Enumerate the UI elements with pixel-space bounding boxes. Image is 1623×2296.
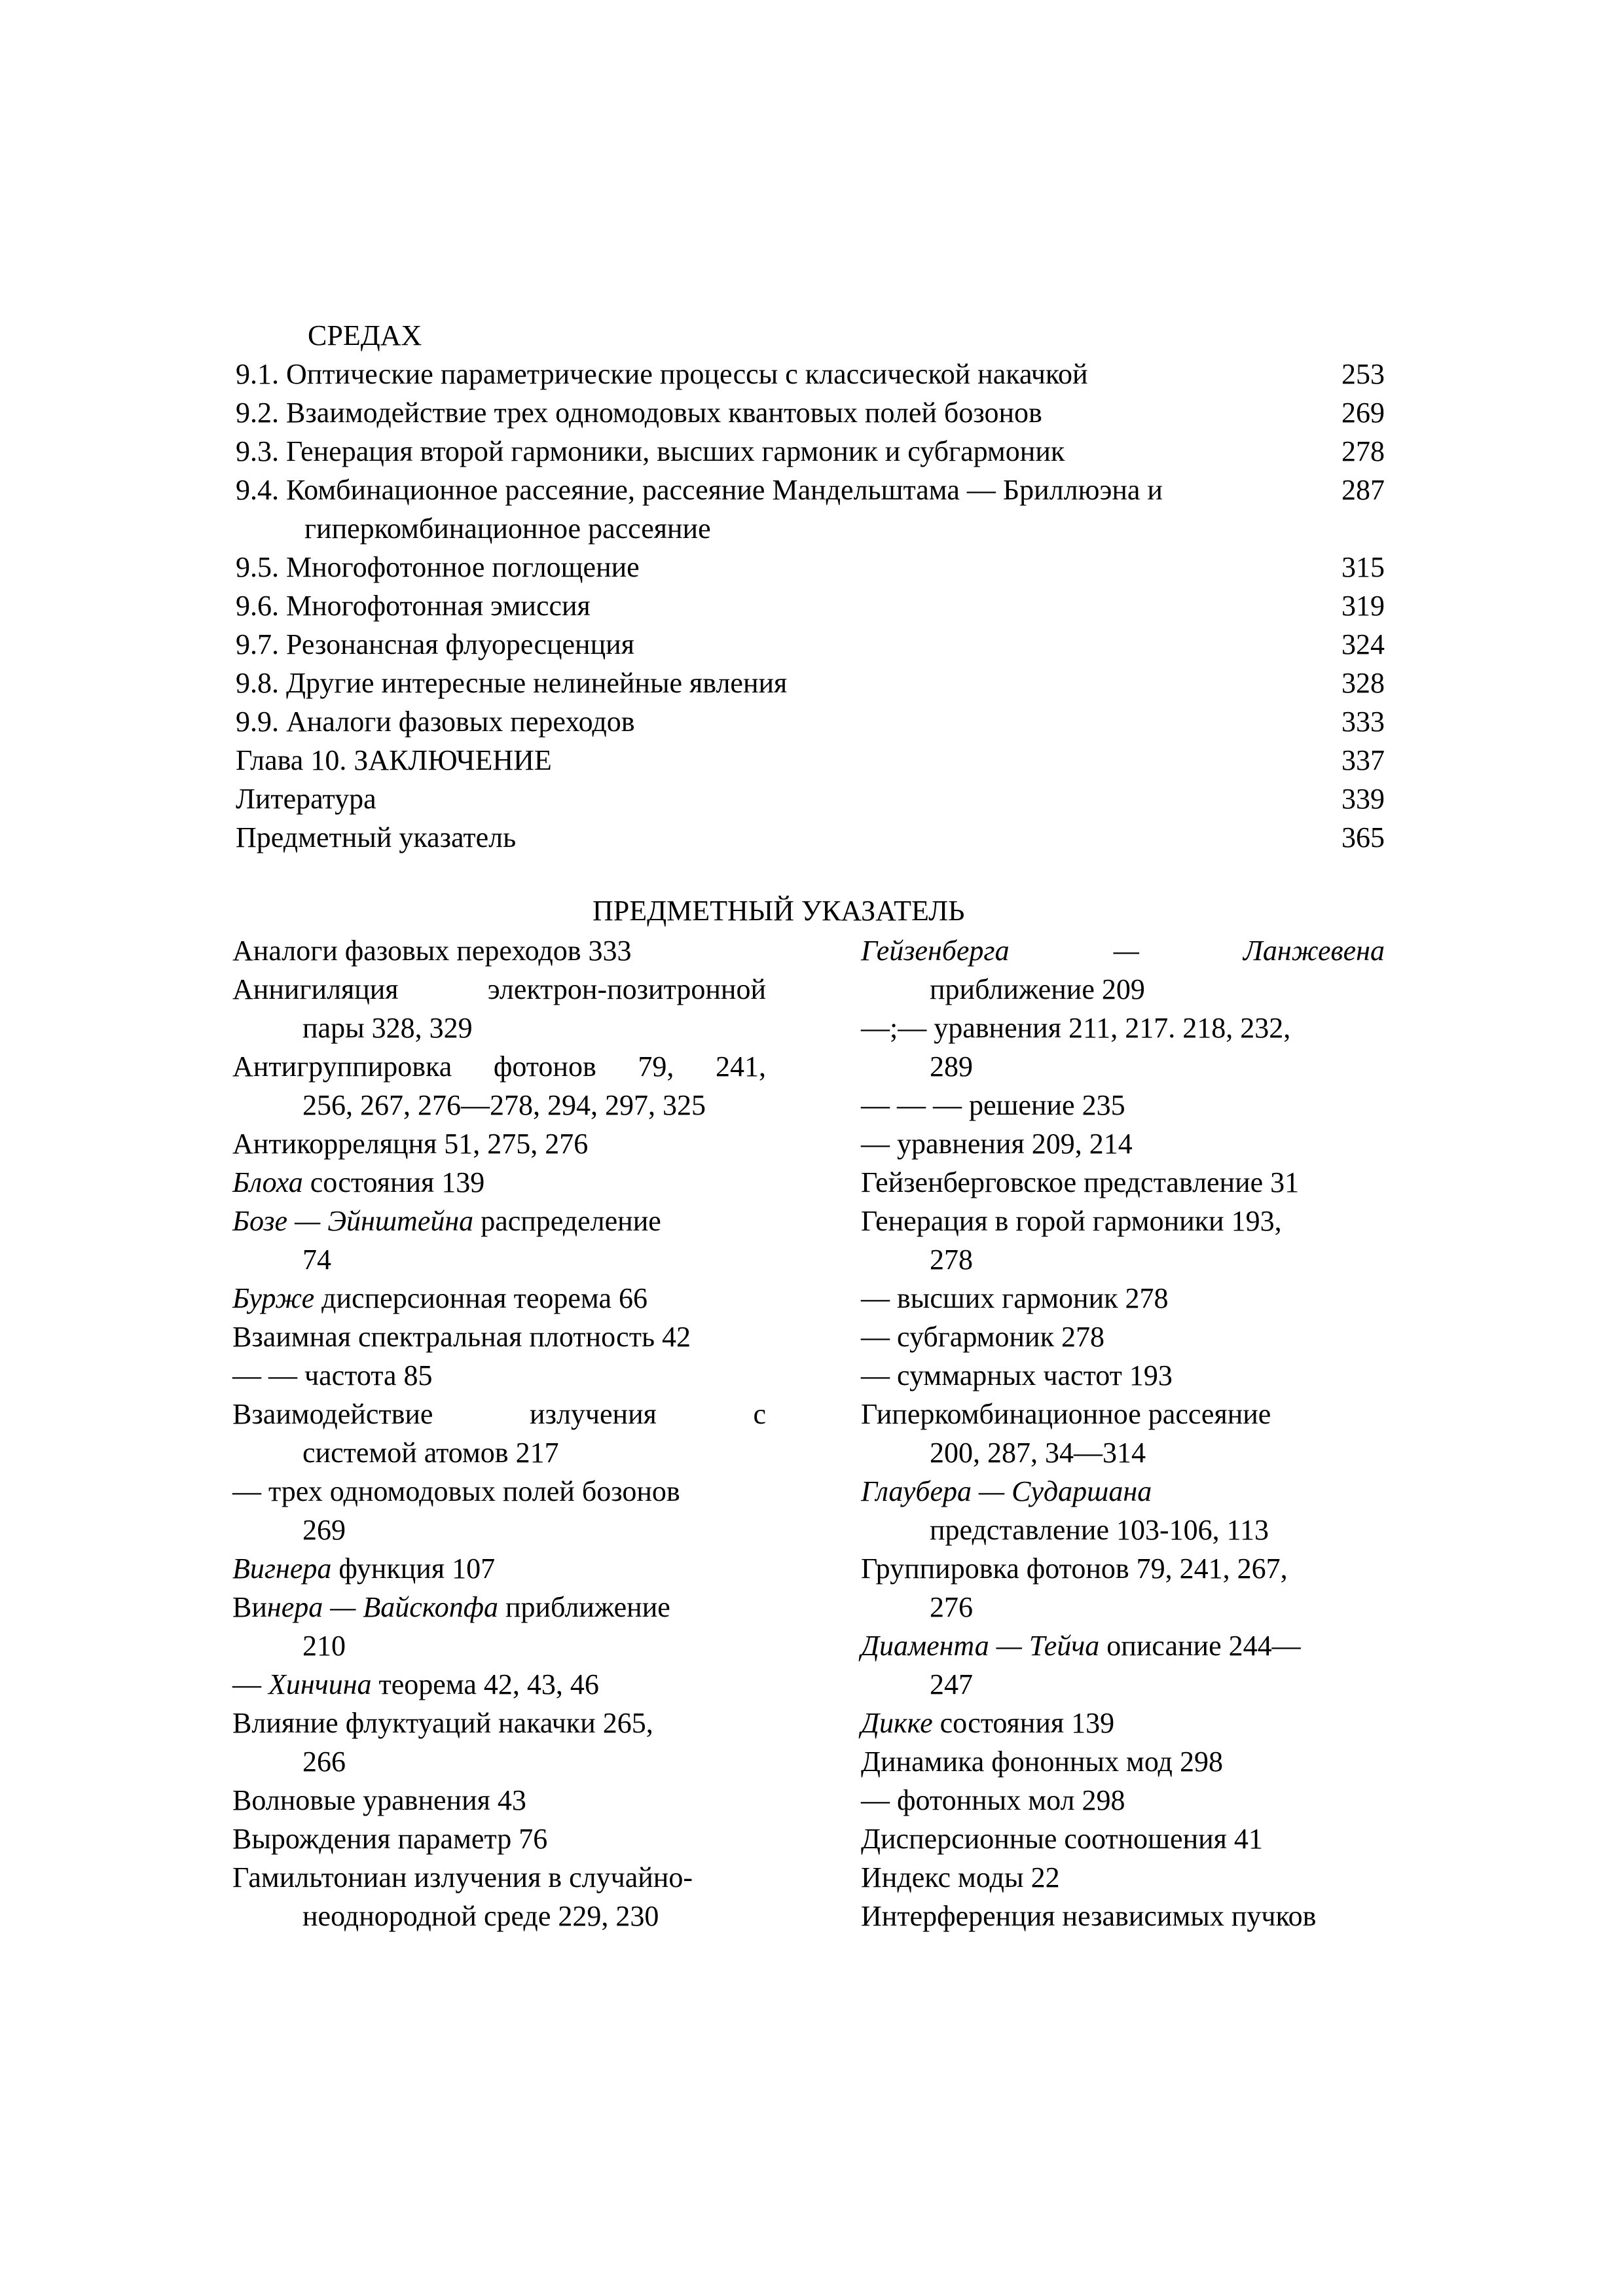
index-entry-text: Динамика фононных мод 298 [861, 1746, 1223, 1778]
toc-entry-label-continuation: гиперкомбинационное рассеяние [304, 512, 711, 545]
index-entry-text: состояния 139 [932, 1707, 1115, 1739]
toc-entry-page: 269 [1341, 397, 1385, 429]
index-entry-name: Блоха [232, 1166, 303, 1198]
index-entry-word: 79, [638, 1050, 674, 1083]
index-entry-text: состояния 139 [302, 1166, 485, 1198]
index-entry-name: Диамента — Тейча [861, 1630, 1100, 1662]
index-entry-line [232, 1590, 670, 1624]
toc-entry [236, 705, 1385, 743]
index-entry-line [861, 1552, 1288, 1585]
index-entry-text: Влияние флуктуаций накачки 265, [232, 1707, 653, 1739]
index-entry-line [302, 1243, 331, 1276]
index-entry-line [861, 934, 1385, 967]
index-entry-word: излучения [530, 1398, 657, 1430]
index-entry-line [232, 934, 632, 967]
toc-heading-tail: СРЕДАХ [308, 319, 422, 351]
toc-entry [236, 821, 1385, 859]
index-entry-text: Взаимная спектральная плотность 42 [232, 1321, 691, 1353]
toc-entry-page: 278 [1341, 435, 1385, 467]
index-entry-line [930, 1513, 1269, 1547]
index-entry-text: — субгармоник 278 [861, 1321, 1104, 1353]
toc-entry [236, 435, 1385, 473]
index-entry-text: — — частота 85 [232, 1359, 433, 1391]
toc-entry-page: 324 [1341, 628, 1385, 660]
index-entry-text: 256, 267, 276—278, 294, 297, 325 [302, 1089, 706, 1121]
index-entry-line [861, 1011, 1290, 1045]
index-entry-text: дисперсионная теорема 66 [314, 1282, 647, 1314]
index-entry-word: 241, [715, 1050, 766, 1083]
index-entry-line [302, 1629, 346, 1662]
toc-entry [236, 782, 1385, 820]
index-entry-line [302, 1011, 473, 1045]
index-entry-text: — трех одномодовых полей бозонов [232, 1475, 680, 1507]
index-entry-text: 200, 287, 34—314 [930, 1437, 1146, 1469]
index-entry-line [232, 1320, 691, 1354]
index-entry-line [232, 1706, 653, 1740]
index-entry-line [861, 1822, 1263, 1856]
index-entry-name: Бурже [232, 1282, 315, 1314]
index-entry-text: неоднородной среде 229, 230 [302, 1900, 659, 1932]
index-entry-text: 278 [930, 1244, 973, 1276]
index-entry-word: Аннигиляция [232, 973, 399, 1005]
toc-entry-label: Предметный указатель [236, 821, 517, 853]
index-entry-text: системой атомов 217 [302, 1437, 559, 1469]
index-entry-text: приближение [498, 1591, 670, 1623]
index-entry-word: фотонов [493, 1050, 596, 1083]
index-entry-name: Вигнера [232, 1552, 332, 1585]
index-entry-line [232, 1397, 766, 1431]
index-entry-text: Волновые уравнения 43 [232, 1784, 526, 1816]
toc-entry-label: 9.7. Резонансная флуоресценция [236, 628, 634, 660]
index-entry-text: — — — решение 235 [861, 1089, 1125, 1121]
index-entry-text: — [232, 1668, 268, 1700]
toc-entry-page: 328 [1341, 667, 1385, 699]
index-entry-name: Бозе — Эйнштейна [232, 1205, 474, 1237]
index-entry-text: Индекс моды 22 [861, 1861, 1060, 1893]
toc-entry-label: 9.6. Многофотонная эмиссия [236, 590, 591, 622]
index-entry-text: 289 [930, 1050, 973, 1083]
index-entry-line [302, 1088, 706, 1122]
index-entry-line [302, 1436, 559, 1469]
index-entry-line [232, 1475, 680, 1508]
toc-entry-label: 9.1. Оптические параметрические процессы с классической накачкой [236, 358, 1088, 390]
index-entry-line [930, 1668, 973, 1701]
index-entry-line [861, 1320, 1104, 1354]
index-entry-line [232, 1822, 547, 1856]
index-entry-line [861, 1166, 1299, 1199]
index-entry-line [930, 1243, 973, 1276]
index-entry-text: теорема 42, 43, 46 [371, 1668, 599, 1700]
index-entry-text: Ви [232, 1591, 267, 1623]
index-entry-text: — уравнения 209, 214 [861, 1128, 1133, 1160]
index-entry-text: Аналоги фазовых переходов 333 [232, 935, 632, 967]
index-entry-word: электрон-позитронной [487, 973, 766, 1005]
index-entry-text: распределение [473, 1205, 661, 1237]
toc-entry-label: Литература [236, 783, 376, 815]
toc-entry-page: 337 [1341, 744, 1385, 776]
index-entry-name: Хинчина [268, 1668, 372, 1700]
toc-entry [236, 666, 1385, 704]
index-entry-line [861, 1899, 1316, 1933]
index-entry-line [232, 1359, 433, 1392]
index-entry-line [232, 1552, 495, 1585]
index-entry-text: 247 [930, 1668, 973, 1700]
index-entry-line [861, 1127, 1133, 1160]
index-entry-line [861, 1359, 1173, 1392]
toc-entry-label: 9.9. Аналоги фазовых переходов [236, 706, 635, 738]
index-heading: ПРЕДМЕТНЫЙ УКАЗАТЕЛЬ [593, 895, 965, 927]
toc-entry-page: 287 [1341, 474, 1385, 506]
index-entry-text: —;— уравнения 211, 217. 218, 232, [861, 1012, 1291, 1044]
index-entry-line [232, 1204, 661, 1238]
toc-entry-label: Глава 10. ЗАКЛЮЧЕНИЕ [236, 744, 552, 776]
toc-entry-label: 9.2. Взаимодействие трех одномодовых квантовых полей бозонов [236, 397, 1042, 429]
toc-entry [236, 744, 1385, 781]
index-entry-word: Антигруппировка [232, 1050, 452, 1083]
index-entry-name: Глаубера — Сударшана [861, 1475, 1152, 1507]
index-entry-line [861, 1282, 1169, 1315]
index-entry-text: Интерференция независимых пучков [861, 1900, 1317, 1932]
index-entry-line [861, 1861, 1060, 1894]
index-entry-text: Вырождения параметр 76 [232, 1823, 548, 1855]
index-entry-line [861, 1088, 1125, 1122]
index-entry-line [861, 1204, 1282, 1238]
index-entry-text: — фотонных мол 298 [861, 1784, 1125, 1816]
index-entry-line [861, 1475, 1152, 1508]
index-entry-line [232, 1668, 599, 1701]
toc-entry-page: 319 [1341, 590, 1385, 622]
index-entry-text: Дисперсионные соотношения 41 [861, 1823, 1263, 1855]
index-entry-text: приближение 209 [930, 973, 1145, 1005]
index-entry-text: — высших гармоник 278 [861, 1282, 1169, 1314]
index-entry-text: Гамильтониан излучения в случайно- [232, 1861, 693, 1893]
index-entry-line [302, 1745, 346, 1778]
index-entry-line [232, 1861, 693, 1894]
index-entry-text: описание 244— [1099, 1630, 1301, 1662]
toc-entry [236, 473, 1385, 511]
index-entry-line [302, 1513, 346, 1547]
index-entry-word: — [1113, 935, 1139, 967]
index-entry-text: функция 107 [331, 1552, 496, 1585]
toc-entry-page: 333 [1341, 706, 1385, 738]
index-entry-line [232, 1127, 588, 1160]
index-entry-name: Дикке [861, 1707, 933, 1739]
index-entry-word: Ланжевена [1243, 935, 1385, 967]
index-entry-line [930, 1436, 1146, 1469]
index-entry-text: Гиперкомбинационное рассеяние [861, 1398, 1271, 1430]
index-entry-text: представление 103-106, 113 [930, 1514, 1269, 1546]
toc-entry-page: 253 [1341, 358, 1385, 390]
index-entry-text: пары 328, 329 [302, 1012, 473, 1044]
toc-entry [236, 628, 1385, 666]
index-entry-line [930, 1590, 973, 1624]
toc-entry-page: 339 [1341, 783, 1385, 815]
toc-entry [236, 357, 1385, 395]
index-entry-text: Генерация в горой гармоники 193, [861, 1205, 1282, 1237]
index-entry-line [232, 1050, 766, 1083]
index-entry-word: с [753, 1398, 766, 1430]
index-entry-word: Гейзенберга [861, 935, 1010, 967]
toc-entry [236, 589, 1385, 627]
index-entry-text: 276 [930, 1591, 973, 1623]
toc-entry-page: 365 [1341, 821, 1385, 853]
index-entry-name: нера — Вайскопфа [266, 1591, 498, 1623]
index-entry-line [861, 1784, 1125, 1817]
index-entry-line [302, 1899, 659, 1933]
toc-entry-label: 9.5. Многофотонное поглощение [236, 551, 640, 583]
index-entry-text: 269 [302, 1514, 346, 1546]
index-entry-line [232, 1784, 526, 1817]
index-entry-line [861, 1706, 1114, 1740]
index-entry-text: 74 [302, 1244, 331, 1276]
index-entry-text: 266 [302, 1746, 346, 1778]
toc-entry-label: 9.8. Другие интересные нелинейные явления [236, 667, 788, 699]
index-entry-word: Взаимодействие [232, 1398, 433, 1430]
index-entry-line [232, 1282, 647, 1315]
toc-entry [236, 550, 1385, 588]
index-entry-text: Группировка фотонов 79, 241, 267, [861, 1552, 1288, 1585]
index-entry-text: Антикорреляцня 51, 275, 276 [232, 1128, 589, 1160]
index-entry-line [930, 973, 1145, 1006]
index-entry-line [861, 1397, 1271, 1431]
toc-entry-label: 9.3. Генерация второй гармоники, высших гармоник и субгармоник [236, 435, 1065, 467]
index-entry-line [232, 973, 766, 1006]
index-entry-line [232, 1166, 484, 1199]
index-entry-line [930, 1050, 973, 1083]
index-entry-line [861, 1745, 1223, 1778]
toc-entry-page: 315 [1341, 551, 1385, 583]
index-entry-text: — суммарных частот 193 [861, 1359, 1173, 1391]
toc-entry-label: 9.4. Комбинационное рассеяние, рассеяние Мандельштама — Бриллюэна и [236, 474, 1163, 506]
index-entry-text: 210 [302, 1630, 346, 1662]
index-entry-text: Гейзенберговское представление 31 [861, 1166, 1300, 1198]
index-entry-line [861, 1629, 1301, 1662]
toc-entry [236, 396, 1385, 434]
